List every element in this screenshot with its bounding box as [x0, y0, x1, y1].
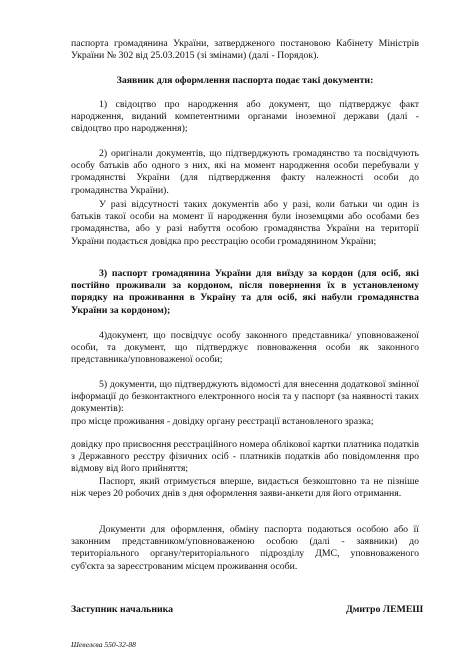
item-additional-info-documents: 5) документи, що підтверджують відомості для внесення додаткової змінної інформації до безконтактного електронного носія та у паспорт (за наявності таких документів): [71, 379, 419, 415]
item-place-of-residence: про місце проживання - довідку органу реєстрації встановленого зразка; [71, 416, 374, 427]
item-registration-certificate: У разі відсутності таких документів або у разі, коли батьки чи один із батьків такої особи на момент її народження були іноземцями або особами без громадянства, або у разі набуття особою громадянства України на території України подається довідка про реєстрацію особи громадянином України; [71, 199, 419, 247]
intro-paragraph: паспорта громадянина України, затвердженого постановою Кабінету Міністрів України № 302 від 25.03.2015 (зі змінами) (далі - Порядок). [71, 38, 419, 62]
footer-contact: Шевелєва 550-32-88 [71, 640, 136, 649]
item-parents-documents: 2) оригінали документів, що підтверджують громадянство та посвідчують особу батьків або одного з них, які на момент народження особи перебували у громадянстві України (для підтвердження факту належності особи до громадянства України). [71, 148, 419, 196]
documents-heading: Заявник для оформлення паспорта подає такі документи: [116, 75, 374, 86]
signature-title: Заступник начальника [71, 604, 174, 615]
item-representative-document: 4)документ, що посвідчує особу законного представника/ уповноваженої особи, та документ, що підтверджує повноваження особи як законного представника/уповноваженої особи; [71, 330, 419, 366]
signature-name: Дмитро ЛЕМЕШ [346, 604, 424, 615]
item-foreign-passport: 3) паспорт громадянина України для виїзду за кордон (для осіб, які постійно проживали за кордоном, після повернення їх в установленому порядку на проживання в Україну та для осіб, які набули громадянства України за кордоном); [71, 268, 419, 316]
first-passport-paragraph: Паспорт, який отримується вперше, видається безкоштовно та не пізніше ніж через 20 робочих днів з дня оформлення заяви-анкети для його отримання. [71, 476, 419, 500]
item-tax-number: довідку про присвоєння реєстраційного номера облікової картки платника податків з Державного реєстру фізичних осіб - платників податків або повідомлення про відмову від його прийняття; [71, 439, 419, 475]
item-birth-certificate: 1) свідоцтво про народження або документ, що підтверджує факт народження, виданий компетентними органами іноземної держави (далі - свідоцтво про народження); [71, 99, 419, 135]
submission-paragraph: Документи для оформлення, обміну паспорта подаються особою або її законним представником/уповноваженою особою (далі - заявники) до територіального органу/територіального підрозділу ДМС, уповноваженого суб'єкта за зареєстрованим місцем проживання особи. [71, 524, 419, 572]
